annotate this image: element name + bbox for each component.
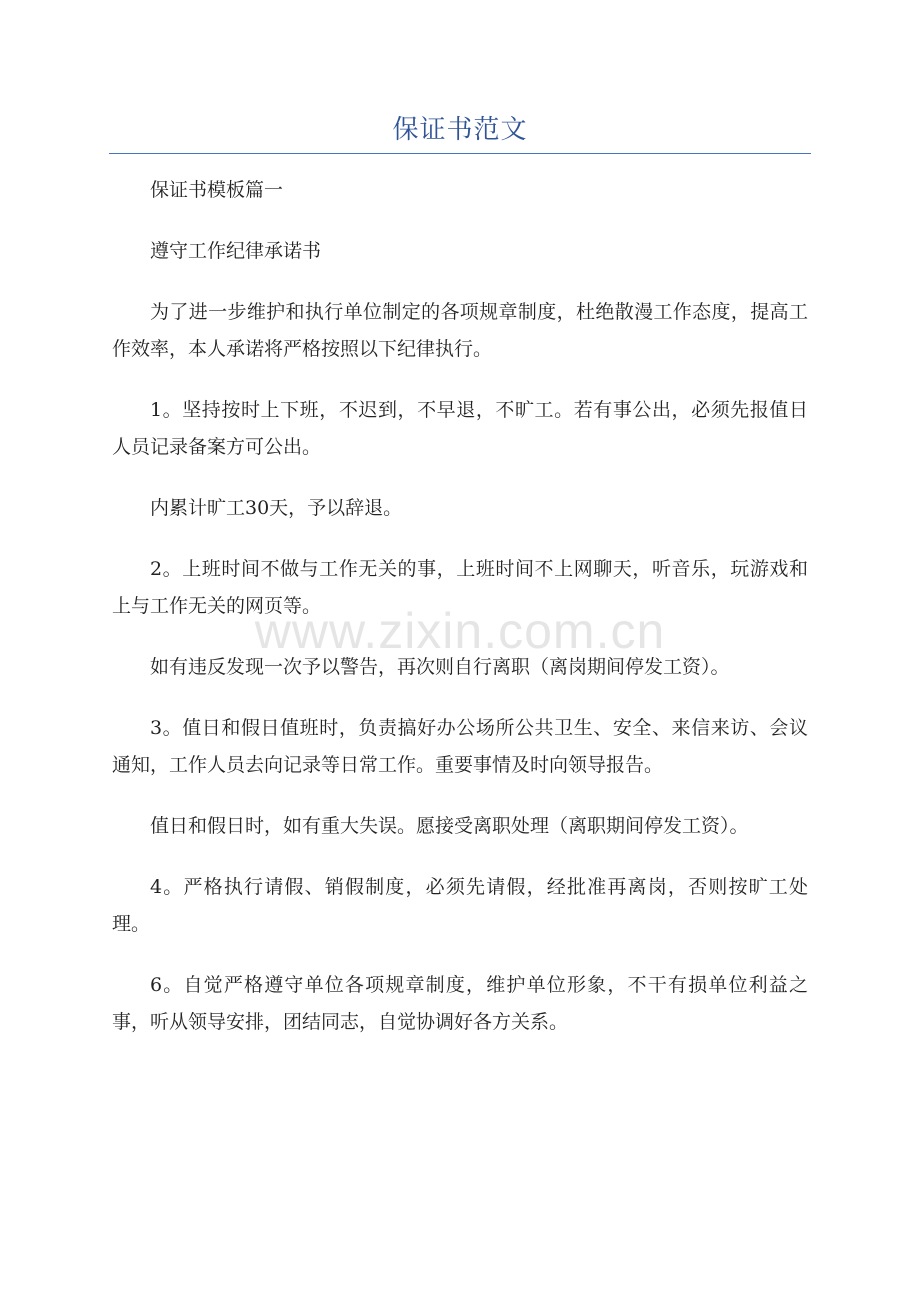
page-title: 保证书范文 xyxy=(392,115,528,145)
title-underline xyxy=(109,153,811,154)
rule-1-paragraph: 1。坚持按时上下班，不迟到，不早退，不旷工。若有事公出，必须先报值日人员记录备案方可公出。 xyxy=(112,399,808,458)
rule-2-note: 如有违反发现一次予以警告，再次则自行离职（离岗期间停发工资）。 xyxy=(150,656,730,678)
section-heading: 保证书模板篇一 xyxy=(150,179,284,201)
rule-3-note: 值日和假日时，如有重大失误。愿接受离职处理（离职期间停发工资）。 xyxy=(150,815,749,837)
rule-1-note: 内累计旷工30天，予以辞退。 xyxy=(150,497,403,519)
rule-2-paragraph: 2。上班时间不做与工作无关的事，上班时间不上网聊天，听音乐，玩游戏和上与工作无关的网页等。 xyxy=(112,558,808,617)
rule-6-paragraph: 6。自觉严格遵守单位各项规章制度，维护单位形象，不干有损单位利益之事，听从领导安排，团结同志，自觉协调好各方关系。 xyxy=(112,974,808,1033)
intro-paragraph: 为了进一步维护和执行单位制定的各项规章制度，杜绝散漫工作态度，提高工作效率，本人承诺将严格按照以下纪律执行。 xyxy=(112,301,808,360)
watermark: www.zixin.com.cn xyxy=(254,603,666,659)
rule-4-paragraph: 4。严格执行请假、销假制度，必须先请假，经批准再离岗，否则按旷工处理。 xyxy=(112,876,808,935)
document-body xyxy=(112,172,808,1065)
document-subtitle: 遵守工作纪律承诺书 xyxy=(150,240,322,262)
rule-3-paragraph: 3。值日和假日值班时，负责搞好办公场所公共卫生、安全、来信来访、会议通知，工作人员去向记录等日常工作。重要事情及时向领导报告。 xyxy=(112,717,808,776)
